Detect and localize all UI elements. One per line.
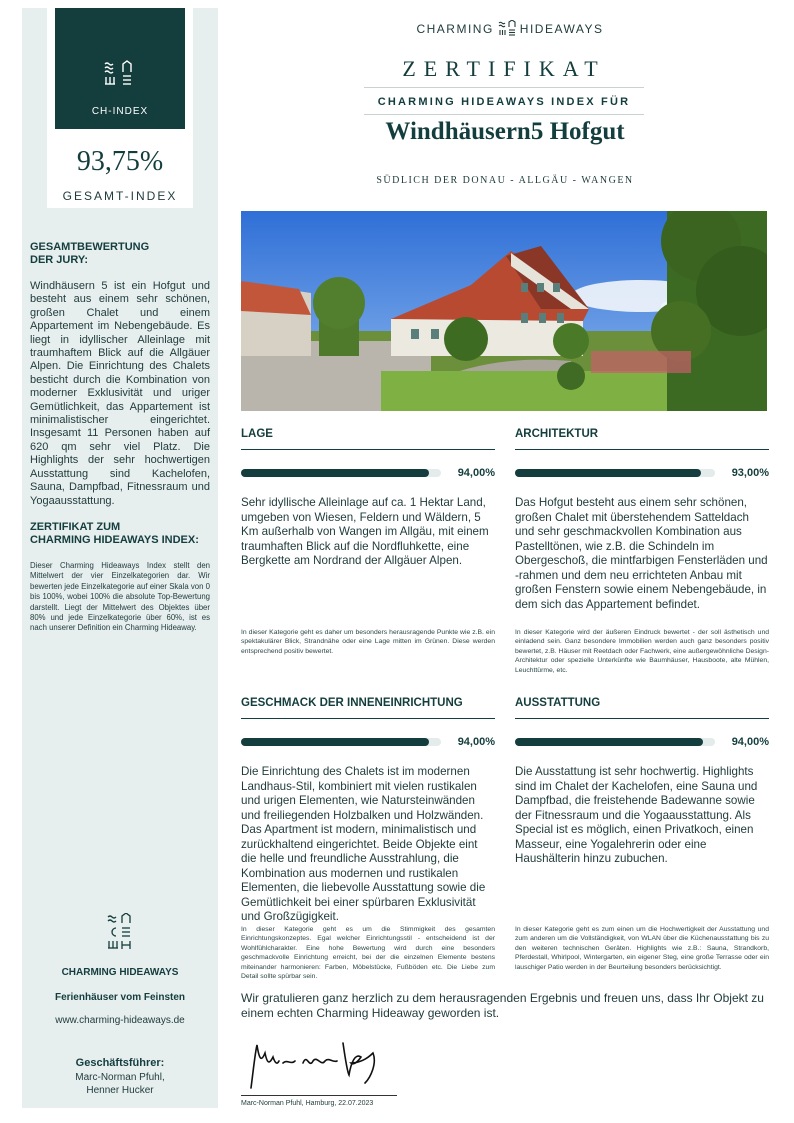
subtitle-divider [364,114,644,115]
footer-tagline: Ferienhäuser vom Feinsten [54,992,186,1003]
ceo-name-1: Marc-Norman Pfuhl, [75,1072,165,1083]
category-text: Die Einrichtung des Chalets ist im modernen Landhaus-Stil, kombiniert mit vielen rustikalen und urigen Elementen, wie Natursteinwänden und freiliegenden Holzbalken und Holzwänden. Das Apartment ist modern, minimalistisch und zurückhaltend eingerichtet. Beide Objekte eint die helle und freundliche Ausstrahlung, die Kombination aus modernen und rustikalen Elementen, die liebevolle Ausstattung sowie die Gemütlichkeit bei einer spürbaren Exklusivität und Großzügigkeit. [241,765,486,923]
ch-logo-icon [55,60,185,95]
index-heading [30,521,214,547]
category-title: GESCHMACK DER INNENEINRICHTUNG [241,697,463,709]
signature-line [241,1095,397,1096]
category-note: In dieser Kategorie geht es daher um besonders herausragende Punkte wie z.B. ein spektakulärer Blick, Strandnähe oder eine Lage mitten im Grünen. Diese werden entsprechend positiv bewertet. [241,629,495,655]
score-bar-fill [241,738,429,746]
category-score-row [241,467,495,479]
category-text: Das Hofgut besteht aus einem sehr schönen, großen Chalet mit überstehendem Satteldach und sehr geschmackvollen Kombination aus Pastelltönen, wie z.B. die Schindeln im Obergeschoß, die mintfarbigen Fensterläden und -rahmen und dem neu errichteten Anbau mit großen Fenstern sowie einem Nebengebäude, in dem sich das Appartement befindet. [515,496,768,611]
category-equipment [515,697,769,867]
category-score-row [515,467,769,479]
category-title: AUSSTATTUNG [515,697,601,709]
score-value: 93,00% [731,467,769,479]
category-note: In dieser Kategorie geht es um die Stimmigkeit des gesamten Einrichtungskonzeptes. Egal welcher Einrichtungsstil - entscheidend ist der Wohlfühlcharakter. Eine hohe Bewertung wird durch eine besonders geschmackvolle Einrichtung erreicht, bei der die einzelnen Elemente bestens miteinander harmonieren: Farben, Möbelstücke, Fußböden etc. Die Liebe zum Detail sollte spürbar sein. [241,926,495,981]
category-text: Sehr idyllische Alleinlage auf ca. 1 Hektar Land, umgeben von Wiesen, Feldern und Wäldern, 5 Km außerhalb von Wangen im Allgäu, mit einem traumhaften Blick auf die Nordfluhkette, eine Bergkette am Nordrand der Allgäuer Alpen. [241,496,489,567]
score-bar-fill [515,469,701,477]
title-divider [364,87,644,88]
index-heading-line-2: CHARMING HIDEAWAYS INDEX: [30,534,199,546]
score-bar-track [515,469,715,477]
score-bar-fill [515,738,703,746]
jury-heading-line-2: DER JURY: [30,254,89,266]
brand-logo [380,18,640,40]
category-title: ARCHITEKTUR [515,428,599,440]
property-photo [241,211,767,411]
jury-text: Windhäusern 5 ist ein Hofgut und besteht aus einem sehr schönen, großen Chalet und einem Appartement im Nebengebäude. Es liegt in idyllischer Alleinlage mit traumhaftem Blick auf die Allgäuer Alpen. Die Einrichtung des Chalets besticht durch die Kombination von moderner Exklusivität und uriger Gemütlichkeit, das Appartement ist minimalistischer eingerichtet. Insgesamt 11 Personen haben auf 620 qm sehr viel Platz. Die Highlights der sehr hochwertigen Ausstattung sind Kachelofen, Sauna, Dampfbad, Fitnessraum und Yogaausstattung. [30,280,210,507]
congratulations-text: Wir gratulieren ganz herzlich zu dem herausragenden Ergebnis und freuen uns, dass Ihr Objekt zu einem echten Charming Hideaway geworden ist. [241,991,764,1020]
score-bar-track [241,469,441,477]
index-explanation: Dieser Charming Hideaways Index stellt den Mittelwert der vier Einzelkategorien dar. Wir bewerten jede Einzelkategorie auf einer Skala von 0 bis 100%, wobei 100% die absolute Top-Bewertung darstellt. Liegt der Mittelwert des Objektes über 80% und jede Einzelkategorie über 60%, ist es nach unserer Definition ein Charming Hideaway. [30,561,210,633]
footer-logo-icon [22,913,218,958]
ceo-name-2: Henner Hucker [86,1085,154,1096]
category-architecture [515,428,769,612]
score-bar-track [515,738,715,746]
brand-left-text: CHARMING [416,22,494,36]
index-heading-line-1: ZERTIFIKAT ZUM [30,521,121,533]
category-title: LAGE [241,428,273,440]
category-location [241,428,495,569]
category-divider [241,718,495,719]
category-note: In dieser Kategorie wird der äußeren Eindruck bewertet - der soll ästhetisch und einladend sein. Ganz besondere Immobilien werden auch ganz besonders positiv bewertet, z.B. Häuser mit Reetdach oder Fachwerk, eine außergewöhnliche Design-Architektur oder spezielle Unterkünfte wie Baumhäuser, Hausboote, alte Mühlen, Leuchttürme, etc. [515,629,769,674]
score-bar-track [241,738,441,746]
ceo-names [22,1071,218,1097]
overall-score-label: GESAMT-INDEX [62,189,178,203]
signature-caption: Marc-Norman Pfuhl, Hamburg, 22.07.2023 [241,1100,374,1107]
certificate-title: ZERTIFIKAT [402,56,606,81]
score-bar-fill [241,469,429,477]
category-score-row [515,736,769,748]
jury-heading-line-1: GESAMTBEWERTUNG [30,241,150,253]
category-note: In dieser Kategorie geht es zum einen um die Hochwertigkeit der Ausstattung und zum anderen um die Vollständigkeit, von WLAN über die Küchenausstattung bis zu den weiteren technischen Geräten. Highlights wie z.B.: Sauna, Strandkorb, Pferdestall, Whirlpool, Wintergarten, ein eigener Steg, eine große Terrasse oder ein lauschiger Patio werden in der Beurteilung besonders berücksichtigt. [515,926,769,971]
score-value: 94,00% [731,736,769,748]
footer-website-link[interactable]: www.charming-hideaways.de [55,1015,185,1026]
category-score-row [241,736,495,748]
property-name: Windhäusern5 Hofgut [385,118,625,145]
category-interior [241,697,495,925]
category-divider [515,718,769,719]
index-badge-card [47,8,193,208]
property-region: SÜDLICH DER DONAU - ALLGÄU - WANGEN [376,175,634,186]
ch-index-badge [55,8,185,129]
brand-mark-icon [498,20,516,39]
ceo-heading: Geschäftsführer: [75,1057,165,1069]
jury-heading [30,241,214,267]
badge-label: CH-INDEX [91,106,149,117]
score-value: 94,00% [457,736,495,748]
category-divider [241,449,495,450]
category-divider [515,449,769,450]
brand-right-text: HIDEAWAYS [519,22,604,36]
footer-brand-name: CHARMING HIDEAWAYS [61,967,179,978]
category-text: Die Ausstattung ist sehr hochwertig. Highlights sind im Chalet der Kachelofen, eine Sauna und Dampfbad, die freistehende Badewanne sowie der Fitnessraum und die Yogaausstattung. Als Special ist es möglich, einen Privatkoch, einen Masseur, eine Yogalehrerin oder eine Haushälterin hinzu zubuchen. [515,765,758,865]
score-value: 94,00% [457,467,495,479]
sidebar [22,8,218,1108]
overall-score: 93,75% [76,146,164,177]
signature-image [243,1033,403,1093]
certificate-subtitle: CHARMING HIDEAWAYS INDEX FÜR [377,96,631,108]
